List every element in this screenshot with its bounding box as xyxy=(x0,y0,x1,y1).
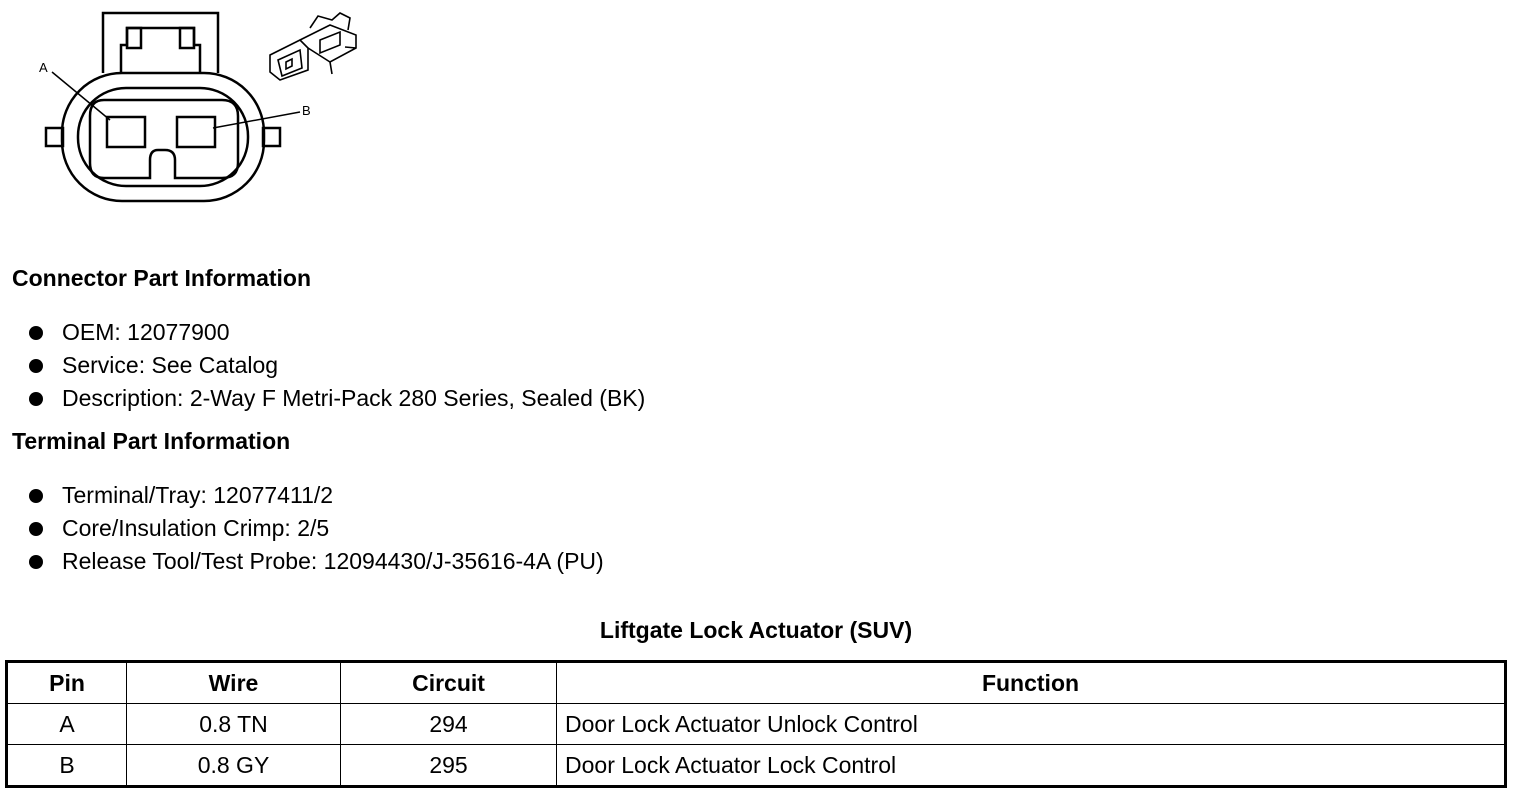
header-wire: Wire xyxy=(127,662,341,704)
bullet-icon xyxy=(29,489,43,503)
list-item: Core/Insulation Crimp: 2/5 xyxy=(0,512,604,545)
header-function: Function xyxy=(557,662,1506,704)
table-row xyxy=(7,704,1506,745)
header-circuit: Circuit xyxy=(341,662,557,704)
bullet-icon xyxy=(29,359,43,373)
bullet-icon xyxy=(29,522,43,536)
list-item: Service: See Catalog xyxy=(0,349,645,382)
list-item: Release Tool/Test Probe: 12094430/J-35616-4A (PU) xyxy=(0,545,604,578)
cell-wire: 0.8 TN xyxy=(127,704,341,745)
connector-isometric-icon xyxy=(270,13,356,80)
table-header-row xyxy=(7,662,1506,704)
terminal-info-heading: Terminal Part Information xyxy=(12,428,291,454)
bullet-icon xyxy=(29,392,43,406)
terminal-cavity-a xyxy=(107,117,145,147)
list-item: Terminal/Tray: 12077411/2 xyxy=(0,479,604,512)
connector-inner-shell xyxy=(78,88,248,186)
cell-circuit: 294 xyxy=(341,704,557,745)
header-pin: Pin xyxy=(7,662,127,704)
bullet-icon xyxy=(29,555,43,569)
connector-outer-shell xyxy=(62,73,264,201)
pinout-table xyxy=(5,660,1507,788)
connector-right-ear xyxy=(263,128,280,146)
cell-circuit: 295 xyxy=(341,745,557,787)
table-title: Liftgate Lock Actuator (SUV) xyxy=(599,617,913,643)
connector-left-ear xyxy=(46,128,63,146)
terminal-cavity-b xyxy=(177,117,215,147)
connector-info-list xyxy=(0,316,645,415)
cell-function: Door Lock Actuator Lock Control xyxy=(557,745,1506,787)
cell-pin: A xyxy=(7,704,127,745)
cell-wire: 0.8 GY xyxy=(127,745,341,787)
connector-info-heading: Connector Part Information xyxy=(12,265,312,291)
terminal-info-list xyxy=(0,479,604,578)
cell-function: Door Lock Actuator Unlock Control xyxy=(557,704,1506,745)
connector-diagram xyxy=(0,0,380,215)
pin-label-b: B xyxy=(302,103,311,118)
table-row xyxy=(7,745,1506,787)
pin-label-a: A xyxy=(39,60,48,75)
list-item: Description: 2-Way F Metri-Pack 280 Series, Sealed (BK) xyxy=(0,382,645,415)
bullet-icon xyxy=(29,326,43,340)
list-item: OEM: 12077900 xyxy=(0,316,645,349)
cell-pin: B xyxy=(7,745,127,787)
